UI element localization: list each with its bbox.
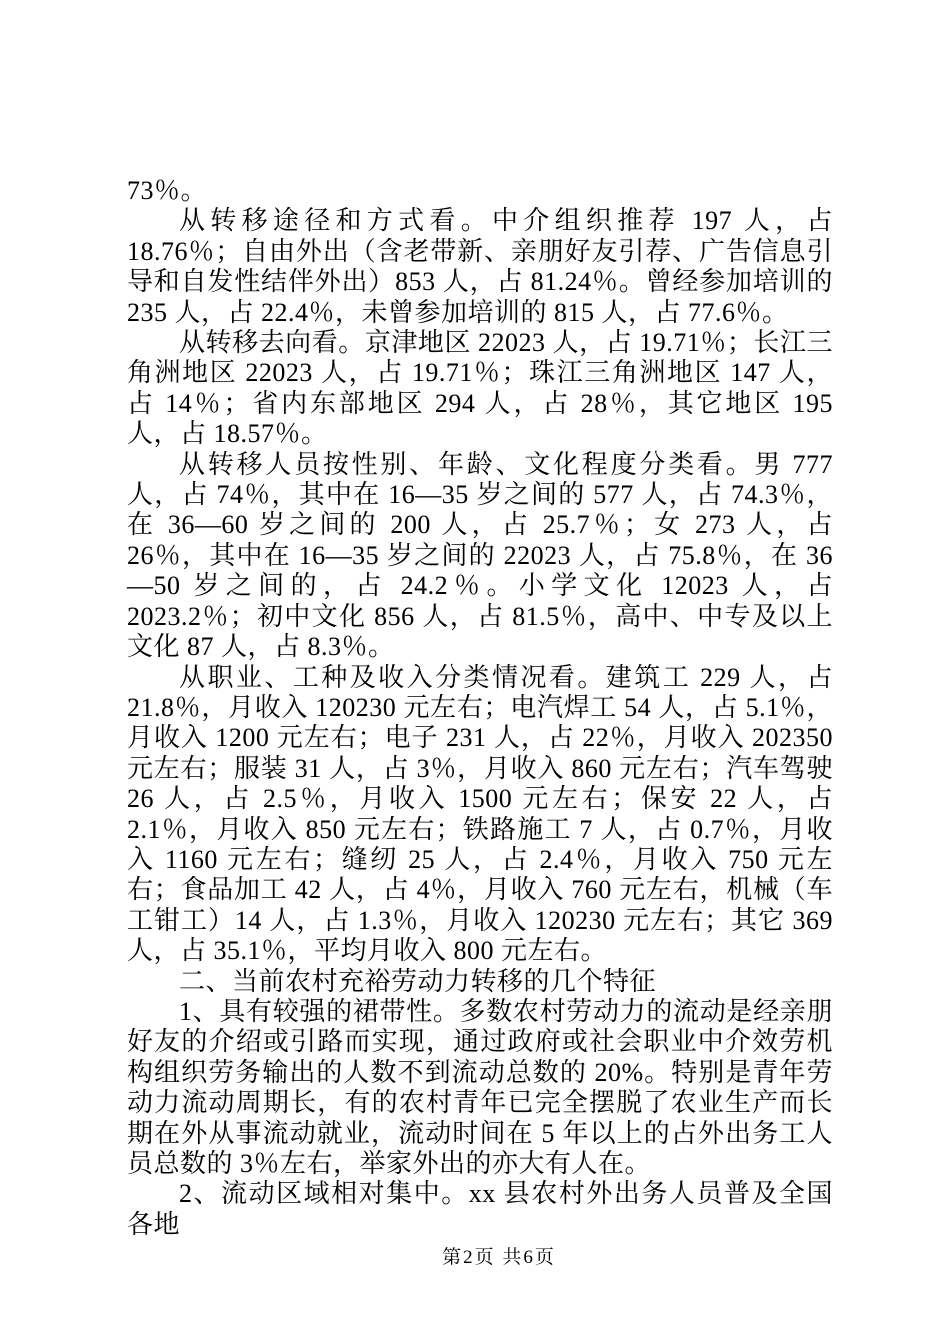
paragraph-transfer-destinations: 从转移去向看。京津地区 22023 人，占 19.71％；长江三角洲地区 22023 人，占 19.71％；珠江三角洲地区 147 人，占 14％；省内东部地区 294 人，占 28％，其它地区 195 人，占 18.57％。 (127, 328, 833, 449)
paragraph-demographics: 从转移人员按性别、年龄、文化程度分类看。男 777 人，占 74％，其中在 16—35 岁之间的 577 人，占 74.3％，在 36—60 岁之间的 200 人，占 25.7％；女 273 人，占 26％，其中在 16—35 岁之间的 22023 人，占 75.8％，在 36—50 岁之间的，占 24.2％。小学文化 12023 人，占 2023.2％；初中文化 856 人，占 81.5％，高中、中专及以上文化 87 人，占 8.3％。 (127, 449, 833, 662)
section-heading: 二、当前农村充裕劳动力转移的几个特征 (179, 966, 657, 996)
page-footer: 第2页 共6页 (442, 1247, 556, 1268)
paragraph-feature-2: 2、流动区域相对集中。xx 县农村外出务人员普及全国各地 (127, 1179, 833, 1239)
document-body (127, 176, 833, 1240)
paragraph-feature-1: 1、具有较强的裙带性。多数农村劳动力的流动是经亲朋好友的介绍或引路而实现，通过政府或社会职业中介效劳机构组织劳务输出的人数不到流动总数的 20%。特别是青年劳动力流动周期长，有的农村青年已完全摆脱了农业生产而长期在外从事流动就业，流动时间在 5 年以上的占外出务工人员总数的 3％左右，举家外出的亦大有人在。 (127, 996, 833, 1178)
paragraph-occupations-income: 从职业、工种及收入分类情况看。建筑工 229 人，占 21.8％，月收入 120230 元左右；电汽焊工 54 人，占 5.1％，月收入 1200 元左右；电子 231 人，占 22％，月收入 202350 元左右；服装 31 人，占 3％，月收入 860 元左右；汽车驾驶 26 人，占 2.5％，月收入 1500 元左右；保安 22 人，占 2.1％，月收入 850 元左右；铁路施工 7 人，占 0.7％，月收入 1160 元左右；缝纫 25 人，占 2.4％，月收入 750 元左右；食品加工 42 人，占 4％，月收入 760 元左右，机械（车工钳工）14 人，占 1.3％，月收入 120230 元左右；其它 369 人，占 35.1％，平均月收入 800 元左右。 (127, 662, 833, 966)
paragraph-transfer-channels: 从转移途径和方式看。中介组织推荐 197 人，占 18.76％；自由外出（含老带新、亲朋好友引荐、广告信息引导和自发性结伴外出）853 人，占 81.24％。曾经参加培训的 235 人，占 22.4％，未曾参加培训的 815 人，占 77.6％。 (127, 206, 833, 327)
paragraph-continuation: 73％。 (127, 176, 208, 205)
